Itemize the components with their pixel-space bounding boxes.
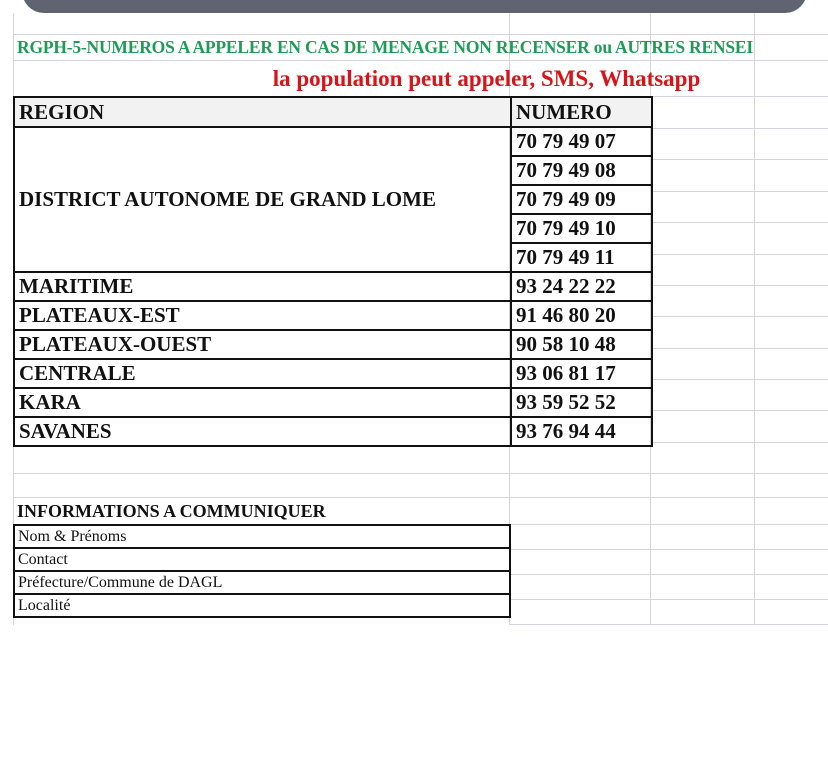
table-row: [14, 330, 652, 359]
region-cell[interactable]: KARA: [14, 388, 511, 417]
region-cell[interactable]: SAVANES: [14, 417, 511, 446]
region-cell[interactable]: PLATEAUX-OUEST: [14, 330, 511, 359]
table-row: [14, 388, 652, 417]
number-cell[interactable]: 91 46 80 20: [511, 301, 652, 330]
region-cell[interactable]: PLATEAUX-EST: [14, 301, 511, 330]
info-field-cell[interactable]: Nom & Prénoms: [14, 525, 510, 548]
info-title[interactable]: INFORMATIONS A COMMUNIQUER: [17, 501, 326, 521]
region-cell[interactable]: CENTRALE: [14, 359, 511, 388]
info-row: [14, 594, 510, 617]
header-region[interactable]: REGION: [14, 97, 511, 127]
top-bar: [22, 0, 807, 13]
info-field-cell[interactable]: Localité: [14, 594, 510, 617]
info-fields-table: [13, 524, 511, 618]
table-row: [14, 127, 652, 156]
info-row: [14, 525, 510, 548]
district-number-cell[interactable]: 70 79 49 10: [511, 214, 652, 243]
table-header-row: [14, 97, 652, 127]
sheet-title[interactable]: RGPH-5-NUMEROS A APPELER EN CAS DE MENAGE NON RECENSER ou AUTRES RENSEI: [17, 37, 753, 57]
number-cell[interactable]: 93 76 94 44: [511, 417, 652, 446]
info-field-cell[interactable]: Contact: [14, 548, 510, 571]
region-numbers-table: [13, 96, 653, 447]
table-row: [14, 359, 652, 388]
district-number-cell[interactable]: 70 79 49 09: [511, 185, 652, 214]
number-cell[interactable]: 93 59 52 52: [511, 388, 652, 417]
info-row: [14, 548, 510, 571]
sheet-subtitle[interactable]: la population peut appeler, SMS, Whatsapp: [272, 66, 701, 91]
info-field-cell[interactable]: Préfecture/Commune de DAGL: [14, 571, 510, 594]
header-numero[interactable]: NUMERO: [511, 97, 652, 127]
table-row: [14, 301, 652, 330]
district-number-cell[interactable]: 70 79 49 07: [511, 127, 652, 156]
info-row: [14, 571, 510, 594]
region-cell[interactable]: MARITIME: [14, 272, 511, 301]
number-cell[interactable]: 93 06 81 17: [511, 359, 652, 388]
district-number-cell[interactable]: 70 79 49 11: [511, 243, 652, 272]
number-cell[interactable]: 90 58 10 48: [511, 330, 652, 359]
table-row: [14, 272, 652, 301]
district-region-cell[interactable]: DISTRICT AUTONOME DE GRAND LOME: [14, 127, 511, 272]
table-row: [14, 417, 652, 446]
district-number-cell[interactable]: 70 79 49 08: [511, 156, 652, 185]
number-cell[interactable]: 93 24 22 22: [511, 272, 652, 301]
